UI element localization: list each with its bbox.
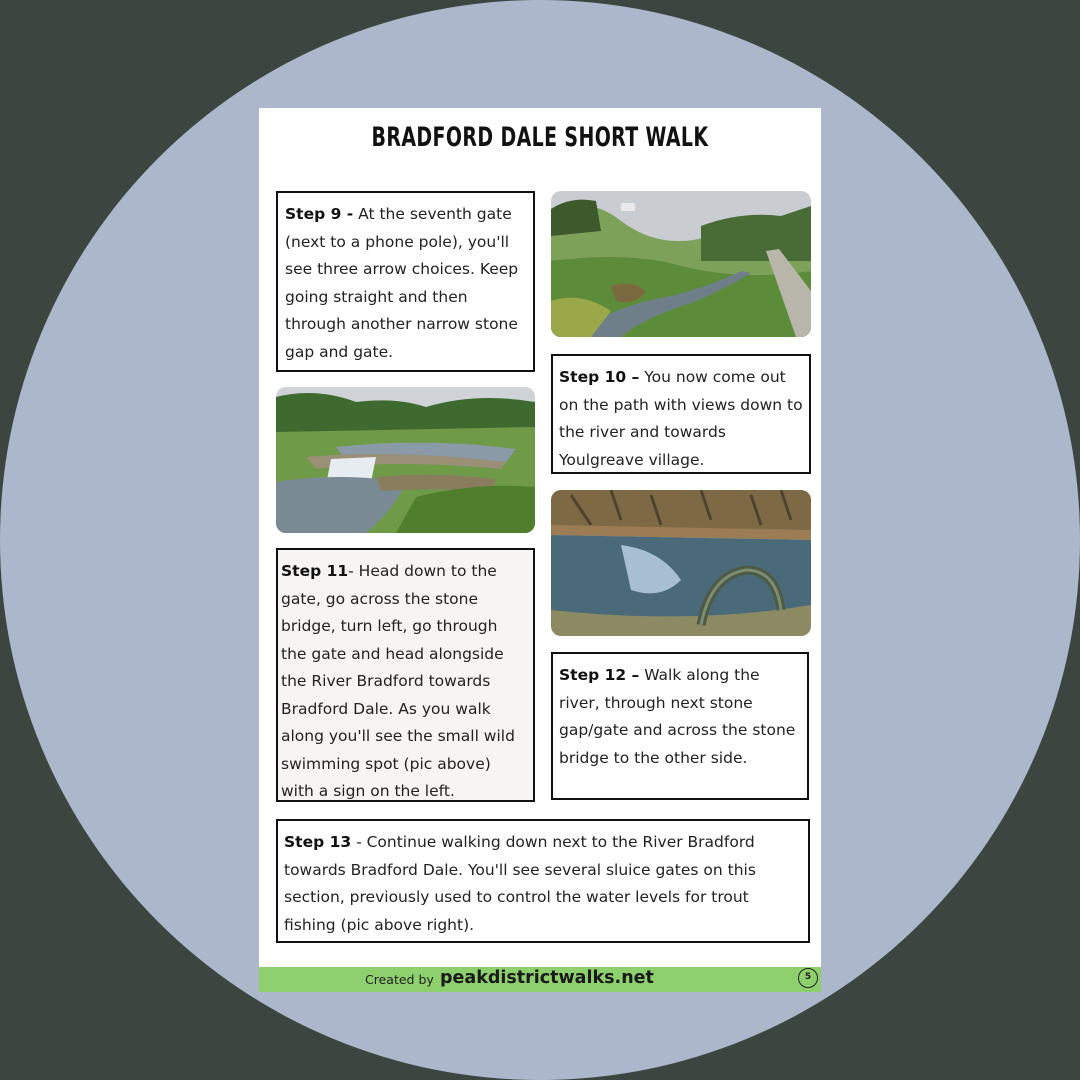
guide-page <box>259 108 821 992</box>
step-12-label: Step 12 – <box>559 666 640 684</box>
step-9-box <box>276 191 535 372</box>
step-13-text: - Continue walking down next to the River Bradford towards Bradford Dale. You'll see several sluice gates on this section, previously used to control the water levels for trout fishing (pic above right). <box>284 833 756 934</box>
step-13-box <box>276 819 810 943</box>
step-12-box <box>551 652 809 800</box>
step-10-box <box>551 354 811 474</box>
step-11-label: Step 11 <box>281 562 349 580</box>
photo-valley-river <box>551 191 811 337</box>
step-12-text: Walk along the river, through next stone gap/gate and across the stone bridge to the other side. <box>559 666 796 767</box>
step-10-label: Step 10 – <box>559 368 640 386</box>
footer-created-by: Created by <box>365 972 434 987</box>
step-11-box <box>276 548 535 802</box>
photo-pond-sluice <box>551 490 811 636</box>
step-9-label: Step 9 - <box>285 205 354 223</box>
step-11-text: - Head down to the gate, go across the stone bridge, turn left, go through the gate and head alongside the River Bradford towards Bradford Dale. As you walk along you'll see the small wild swimming spot (pic above) with a sign on the left. <box>281 562 515 800</box>
step-9-text: At the seventh gate (next to a phone pole), you'll see three arrow choices. Keep going straight and then through another narrow stone gap and gate. <box>285 205 519 361</box>
footer-bar <box>259 967 821 992</box>
step-13-label: Step 13 <box>284 833 352 851</box>
footer-site-link[interactable]: peakdistrictwalks.net <box>440 968 654 988</box>
photo-weir <box>276 387 535 533</box>
page-number: 5 <box>798 968 818 988</box>
page-title: BRADFORD DALE SHORT WALK <box>371 122 709 153</box>
step-10-text: You now come out on the path with views down to the river and towards Youlgreave village. <box>559 368 803 469</box>
